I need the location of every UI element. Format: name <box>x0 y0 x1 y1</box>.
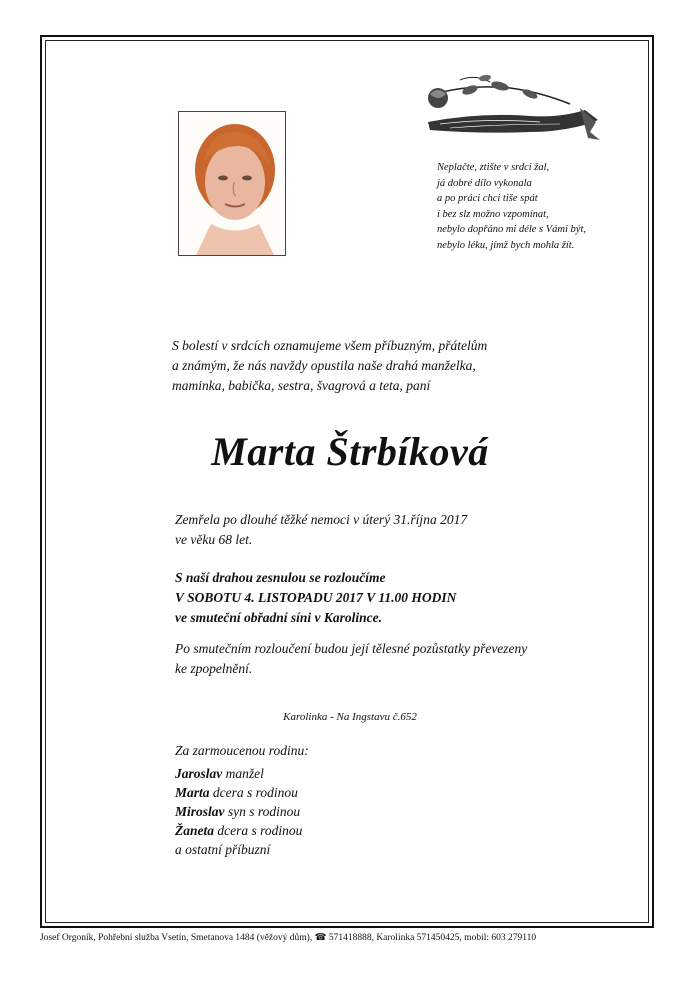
death-details <box>175 510 595 550</box>
member-relation: syn s rodinou <box>227 804 301 819</box>
funeral-details <box>175 568 595 628</box>
intro-line: S bolestí v srdcích oznamujeme všem příbuzným, přátelům <box>172 338 488 353</box>
member-name: Marta <box>175 785 210 800</box>
announcement-intro <box>172 336 572 396</box>
member-name: Jaroslav <box>175 766 223 781</box>
poem-line: i bez slz možno vzpomínat, <box>437 208 549 220</box>
funeral-line: ve smuteční obřadní síni v Karolince. <box>175 610 383 625</box>
family-member <box>175 764 475 783</box>
family-address: Karolinka - Na Ingstavu č.652 <box>283 711 417 723</box>
death-line: ve věku 68 let. <box>175 532 253 547</box>
family-member <box>175 821 475 840</box>
family-heading: Za zarmoucenou rodinu: <box>175 743 309 758</box>
poem-line: nebylo léku, jímž bych mohla žít. <box>437 239 575 251</box>
family-signatures <box>175 741 475 859</box>
funeral-line: S naší drahou zesnulou se rozloučíme <box>175 570 386 585</box>
funeral-line: V SOBOTU 4. LISTOPADU 2017 V 11.00 HODIN <box>175 590 457 605</box>
member-relation: dcera s rodinou <box>217 823 303 838</box>
rose-branch-icon <box>420 72 610 147</box>
poem-line: nebylo dopřáno mi déle s Vámi být, <box>437 224 587 235</box>
member-name: Žaneta <box>175 823 214 838</box>
cremation-line: Po smutečním rozloučení budou její tělesné pozůstatky převezeny <box>175 641 528 656</box>
poem-line: Neplačte, ztište v srdci žal, <box>437 162 550 173</box>
deceased-name: Marta Štrbíková <box>211 429 489 474</box>
phone-icon: ☎ <box>314 933 327 943</box>
cremation-line: ke zpopelnění. <box>175 661 253 676</box>
death-line: Zemřela po dlouhé těžké nemoci v úterý 31.října 2017 <box>175 512 468 527</box>
poem-line: a po práci chci tiše spát <box>437 193 538 204</box>
member-relation: manžel <box>225 766 264 781</box>
footer-contacts: 571418888, Karolinka 571450425, mobil: 603 279110 <box>328 933 537 943</box>
cremation-note <box>175 639 595 679</box>
intro-line: maminka, babička, sestra, švagrová a teta, paní <box>172 378 431 393</box>
member-relation: dcera s rodinou <box>212 785 298 800</box>
family-member <box>175 783 475 802</box>
family-member <box>175 802 475 821</box>
poem <box>437 160 637 253</box>
poem-line: já dobré dílo vykonala <box>437 177 532 189</box>
intro-line: a známým, že nás navždy opustila naše drahá manželka, <box>172 358 476 373</box>
footer-company: Josef Orgoník, Pohřební služba Vsetín, Smetanova 1484 (věžový dům), <box>40 933 313 943</box>
portrait-photo <box>178 111 286 256</box>
member-name: Miroslav <box>175 804 225 819</box>
family-closing: a ostatní příbuzní <box>175 842 271 857</box>
funeral-service-footer <box>40 932 680 943</box>
